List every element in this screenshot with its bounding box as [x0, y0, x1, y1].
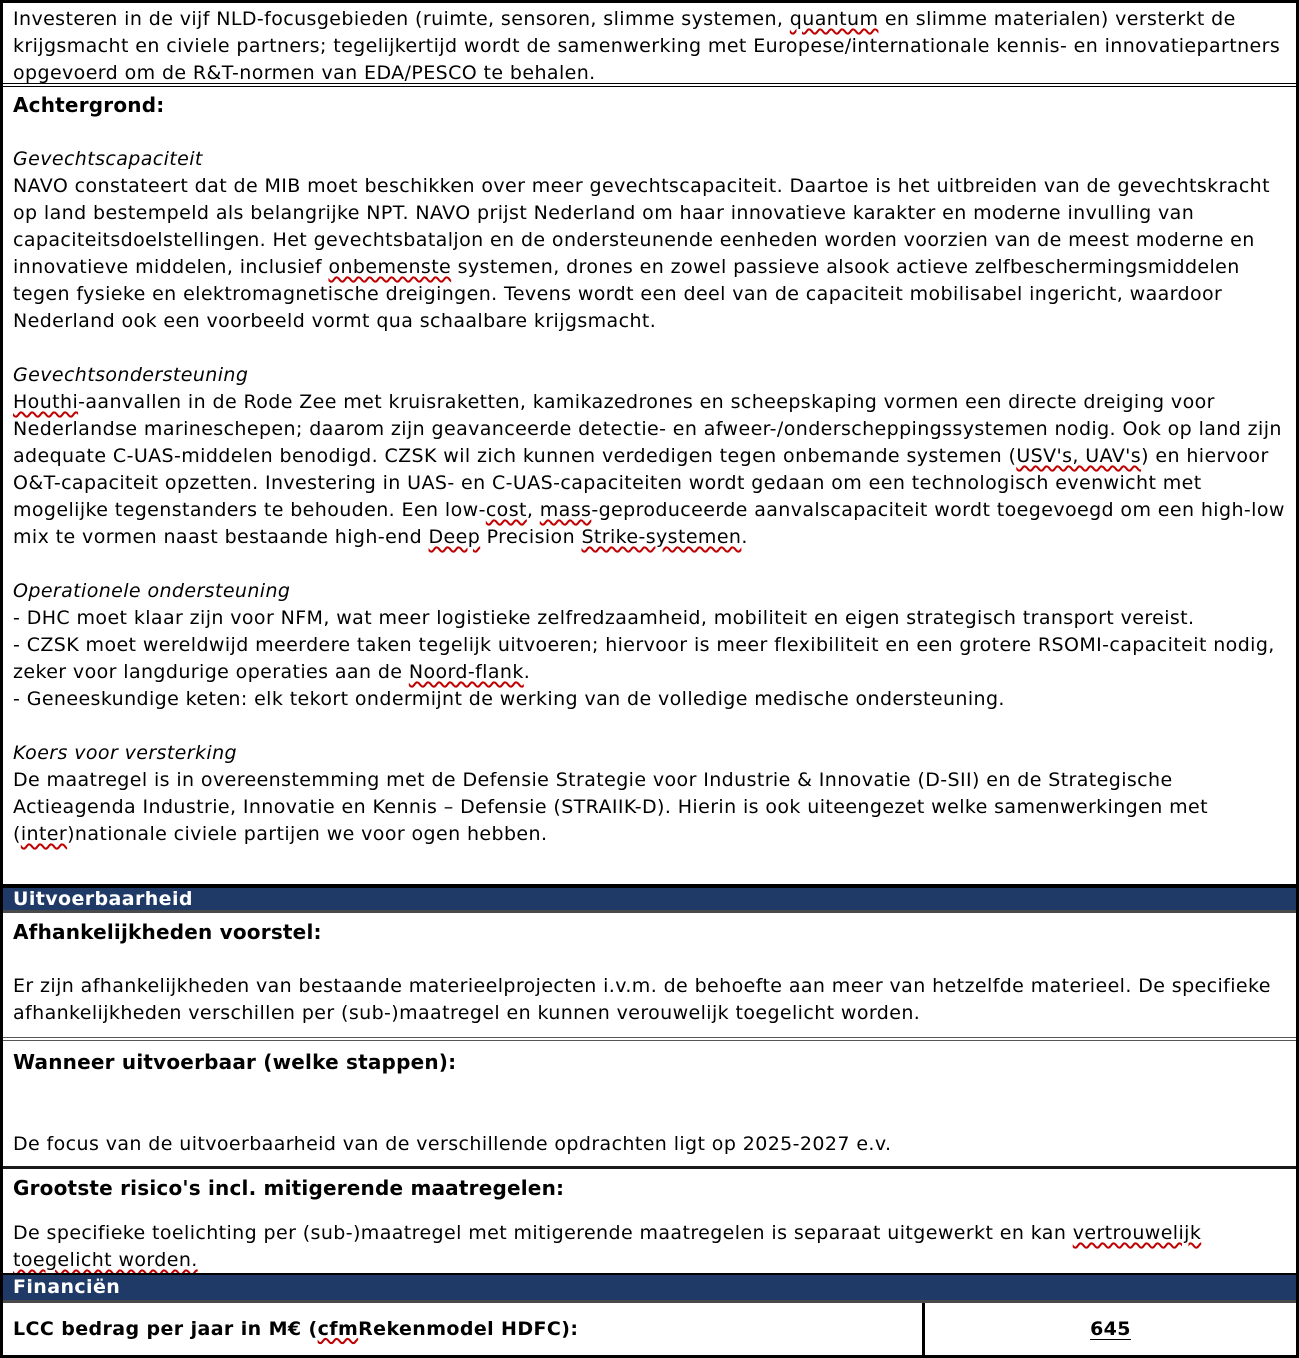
- spellcheck-underline: onbemenste: [328, 256, 452, 278]
- spellcheck-underline: Deep: [428, 526, 481, 548]
- spellcheck-underline: quantum: [789, 8, 879, 30]
- lcc-label: LCC bedrag per jaar in M€ ( cfm Rekenmodel HDFC):: [3, 1303, 922, 1355]
- section-bar-financien: Financiën: [3, 1273, 1296, 1303]
- subsection-title-koers-voor-versterking: Koers voor versterking: [13, 742, 237, 764]
- heading-wanneer-uitvoerbaar: Wanneer uitvoerbaar (welke stappen):: [13, 1050, 457, 1074]
- intro-row: [3, 3, 1296, 87]
- heading-grootste-risicos: Grootste risico's incl. mitigerende maatregelen:: [13, 1176, 565, 1200]
- lcc-row: [3, 1303, 1296, 1355]
- spellcheck-underline: inter: [20, 823, 68, 845]
- paragraph-gevechtsondersteuning: Houthi-aanvallen in de Rode Zee met kruisraketten, kamikazedrones en scheepskaping vormen een directe dreiging voor Nederlandse marineschepen; daarom zijn geavanceerde detectie- en afweer-/onderscheppingssystemen nodig. Ook op land zijn adequate C-UAS-middelen benodigd. CZSK wil zich kunnen verdedigen tegen onbemande systemen (USV's, UAV's) en hiervoor O&T-capaciteit opzetten. Investering in UAS- en C-UAS-capaciteiten wordt gedaan om een technologisch evenwicht met mogelijke tegenstanders te behouden. Een low-cost, mass-geproduceerde aanvalscapaciteit wordt toegevoegd om een high-low mix te vormen naast bestaande high-end Deep Precision Strike-systemen.: [13, 391, 1285, 548]
- section-heading-achtergrond: Achtergrond:: [13, 93, 165, 117]
- spellcheck-underline: mass: [539, 499, 592, 521]
- paragraph-afhankelijkheden: Er zijn afhankelijkheden van bestaande materieelprojecten i.v.m. de behoefte aan meer van hetzelfde materieel. De specifieke afhankelijkheden verschillen per (sub-)maatregel en kunnen verouwelijk toegelicht worden.: [13, 975, 1271, 1024]
- intro-paragraph: Investeren in de vijf NLD-focusgebieden (ruimte, sensoren, slimme systemen, quantum en slimme materialen) versterkt de krijgsmacht en civiele partners; tegelijkertijd wordt de samenwerking met Europese/internationale kennis- en innovatiepartners opgevoerd om de R&T-normen van EDA/PESCO te behalen.: [13, 8, 1281, 84]
- spellcheck-underline: Houthi: [13, 391, 79, 413]
- paragraph-koers-voor-versterking: De maatregel is in overeenstemming met de Defensie Strategie voor Industrie & Innovatie (D-SII) en de Strategische Actieagenda Industrie, Innovatie en Kennis – Defensie (STRAIIK-D). Hierin is ook uiteengezet welke samenwerkingen met (inter)nationale civiele partijen we voor ogen hebben.: [13, 769, 1208, 845]
- grootste-risicos-row: [3, 1169, 1296, 1273]
- spellcheck-underline: cost: [485, 499, 527, 521]
- spellcheck-underline: USV's, UAV's: [1016, 445, 1142, 467]
- paragraph-wanneer-uitvoerbaar: De focus van de uitvoerbaarheid van de verschillende opdrachten ligt op 2025-2027 e.v.: [13, 1133, 892, 1155]
- paragraph-grootste-risicos: De specifieke toelichting per (sub-)maatregel met mitigerende maatregelen is separaat uitgewerkt en kan vertrouwelijk toegelicht worden.: [13, 1222, 1202, 1271]
- lcc-value: 645: [1090, 1317, 1131, 1340]
- spellcheck-underline: Strike-systemen: [581, 526, 742, 548]
- section-bar-uitvoerbaarheid: Uitvoerbaarheid: [3, 886, 1296, 913]
- paragraph-gevechtscapaciteit: NAVO constateert dat de MIB moet beschikken over meer gevechtscapaciteit. Daartoe is het uitbreiden van de gevechtskracht op land bestempeld als belangrijke NPT. NAVO prijst Nederland om haar innovatieve karakter en moderne invulling van capaciteitsdoelstellingen. Het gevechtsbataljon en de ondersteunende eenheden worden voorzien van de meest moderne en innovatieve middelen, inclusief onbemenste systemen, drones en zowel passieve alsook actieve zelfbeschermingsmiddelen tegen fysieke en elektromagnetische dreigingen. Tevens wordt een deel van de capaciteit mobilisabel ingericht, waardoor Nederland ook een voorbeeld vormt qua schaalbare krijgsmacht.: [13, 175, 1270, 332]
- subsection-title-gevechtscapaciteit: Gevechtscapaciteit: [13, 148, 203, 170]
- bullet-geneeskundige-keten: - Geneeskundige keten: elk tekort ondermijnt de werking van de volledige medische ondersteuning.: [13, 688, 1005, 710]
- spellcheck-underline: vertrouwelijk toegelicht worden.: [13, 1222, 1202, 1271]
- bullet-czsk: - CZSK moet wereldwijd meerdere taken tegelijk uitvoeren; hiervoor is meer flexibiliteit en een grotere RSOMI-capaciteit nodig, zeker voor langdurige operaties aan de Noord-flank.: [13, 634, 1275, 683]
- subsection-title-gevechtsondersteuning: Gevechtsondersteuning: [13, 364, 249, 386]
- achtergrond-row: [3, 87, 1296, 886]
- spellcheck-underline: cfm: [317, 1317, 359, 1340]
- spellcheck-underline: Noord-flank: [408, 661, 524, 683]
- bullet-dhc: - DHC moet klaar zijn voor NFM, wat meer logistieke zelfredzaamheid, mobiliteit en eigen strategisch transport vereist.: [13, 607, 1195, 629]
- subsection-title-operationele-ondersteuning: Operationele ondersteuning: [13, 580, 291, 602]
- afhankelijkheden-row: [3, 913, 1296, 1041]
- wanneer-uitvoerbaar-row: [3, 1041, 1296, 1169]
- lcc-value-cell: [922, 1303, 1296, 1355]
- heading-afhankelijkheden-voorstel: Afhankelijkheden voorstel:: [13, 920, 322, 944]
